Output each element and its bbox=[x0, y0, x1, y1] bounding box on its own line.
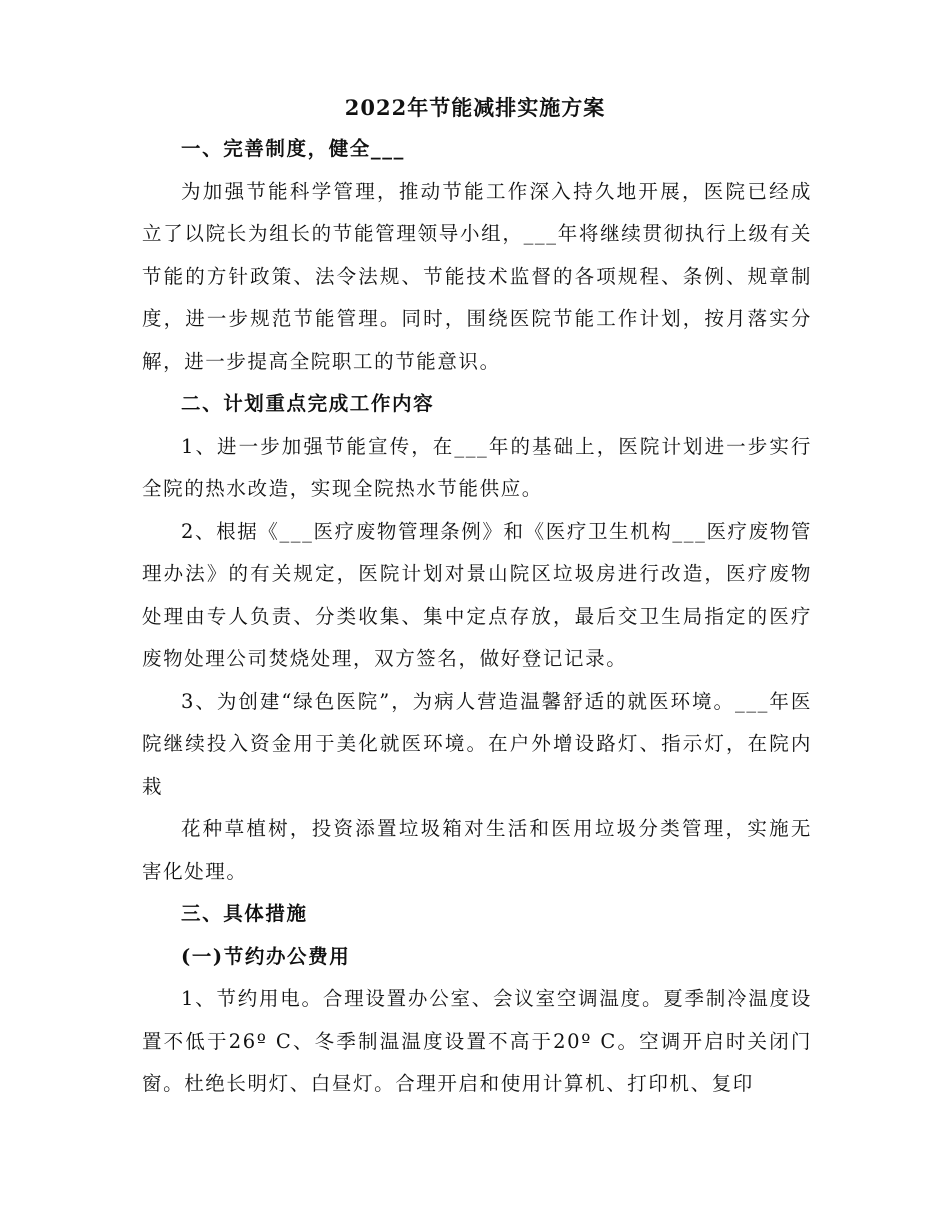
subsection-heading-1: (一)节约办公费用 bbox=[181, 944, 351, 968]
section-heading-2: 二、计划重点完成工作内容 bbox=[181, 392, 435, 415]
paragraph-item-3-continued: 花种草植树，投资添置垃圾箱对生活和医用垃圾分类管理，实施无害化处理。 bbox=[142, 817, 812, 883]
paragraph-intro: 为加强节能科学管理，推动节能工作深入持久地开展，医院已经成立了以院长为组长的节能管理领导小组，___年将继续贯彻执行上级有关节能的方针政策、法令法规、节能技术监督的各项规程、条例、规章制度，进一步规范节能管理。同时，围绕医院节能工作计划，按月落实分解，进一步提高全院职工的节能意识。 bbox=[142, 179, 812, 373]
section-heading-1: 一、完善制度，健全___ bbox=[181, 137, 405, 160]
paragraph-item-3: 3、为创建“绿色医院”，为病人营造温馨舒适的就医环境。___年医院继续投入资金用于美化就医环境。在户外增设路灯、指示灯，在院内栽 bbox=[142, 689, 812, 798]
section-heading-3: 三、具体措施 bbox=[181, 902, 308, 925]
document-title: 2022年节能减排实施方案 bbox=[344, 95, 606, 120]
document-body bbox=[142, 128, 812, 1106]
paragraph-item-1: 1、进一步加强节能宣传，在___年的基础上，医院计划进一步实行全院的热水改造，实现全院热水节能供应。 bbox=[142, 434, 812, 500]
paragraph-item-2: 2、根据《___医疗废物管理条例》和《医疗卫生机构___医疗废物管理办法》的有关规定，医院计划对景山院区垃圾房进行改造，医疗废物处理由专人负责、分类收集、集中定点存放，最后交卫生局指定的医疗废物处理公司焚烧处理，双方签名，做好登记记录。 bbox=[142, 519, 812, 670]
paragraph-measure-1: 1、节约用电。合理设置办公室、会议室空调温度。夏季制冷温度设置不低于26º C、冬季制温温度设置不高于20º C。空调开启时关闭门窗。杜绝长明灯、白昼灯。合理开启和使用计算机、打印机、复印 bbox=[142, 987, 812, 1095]
